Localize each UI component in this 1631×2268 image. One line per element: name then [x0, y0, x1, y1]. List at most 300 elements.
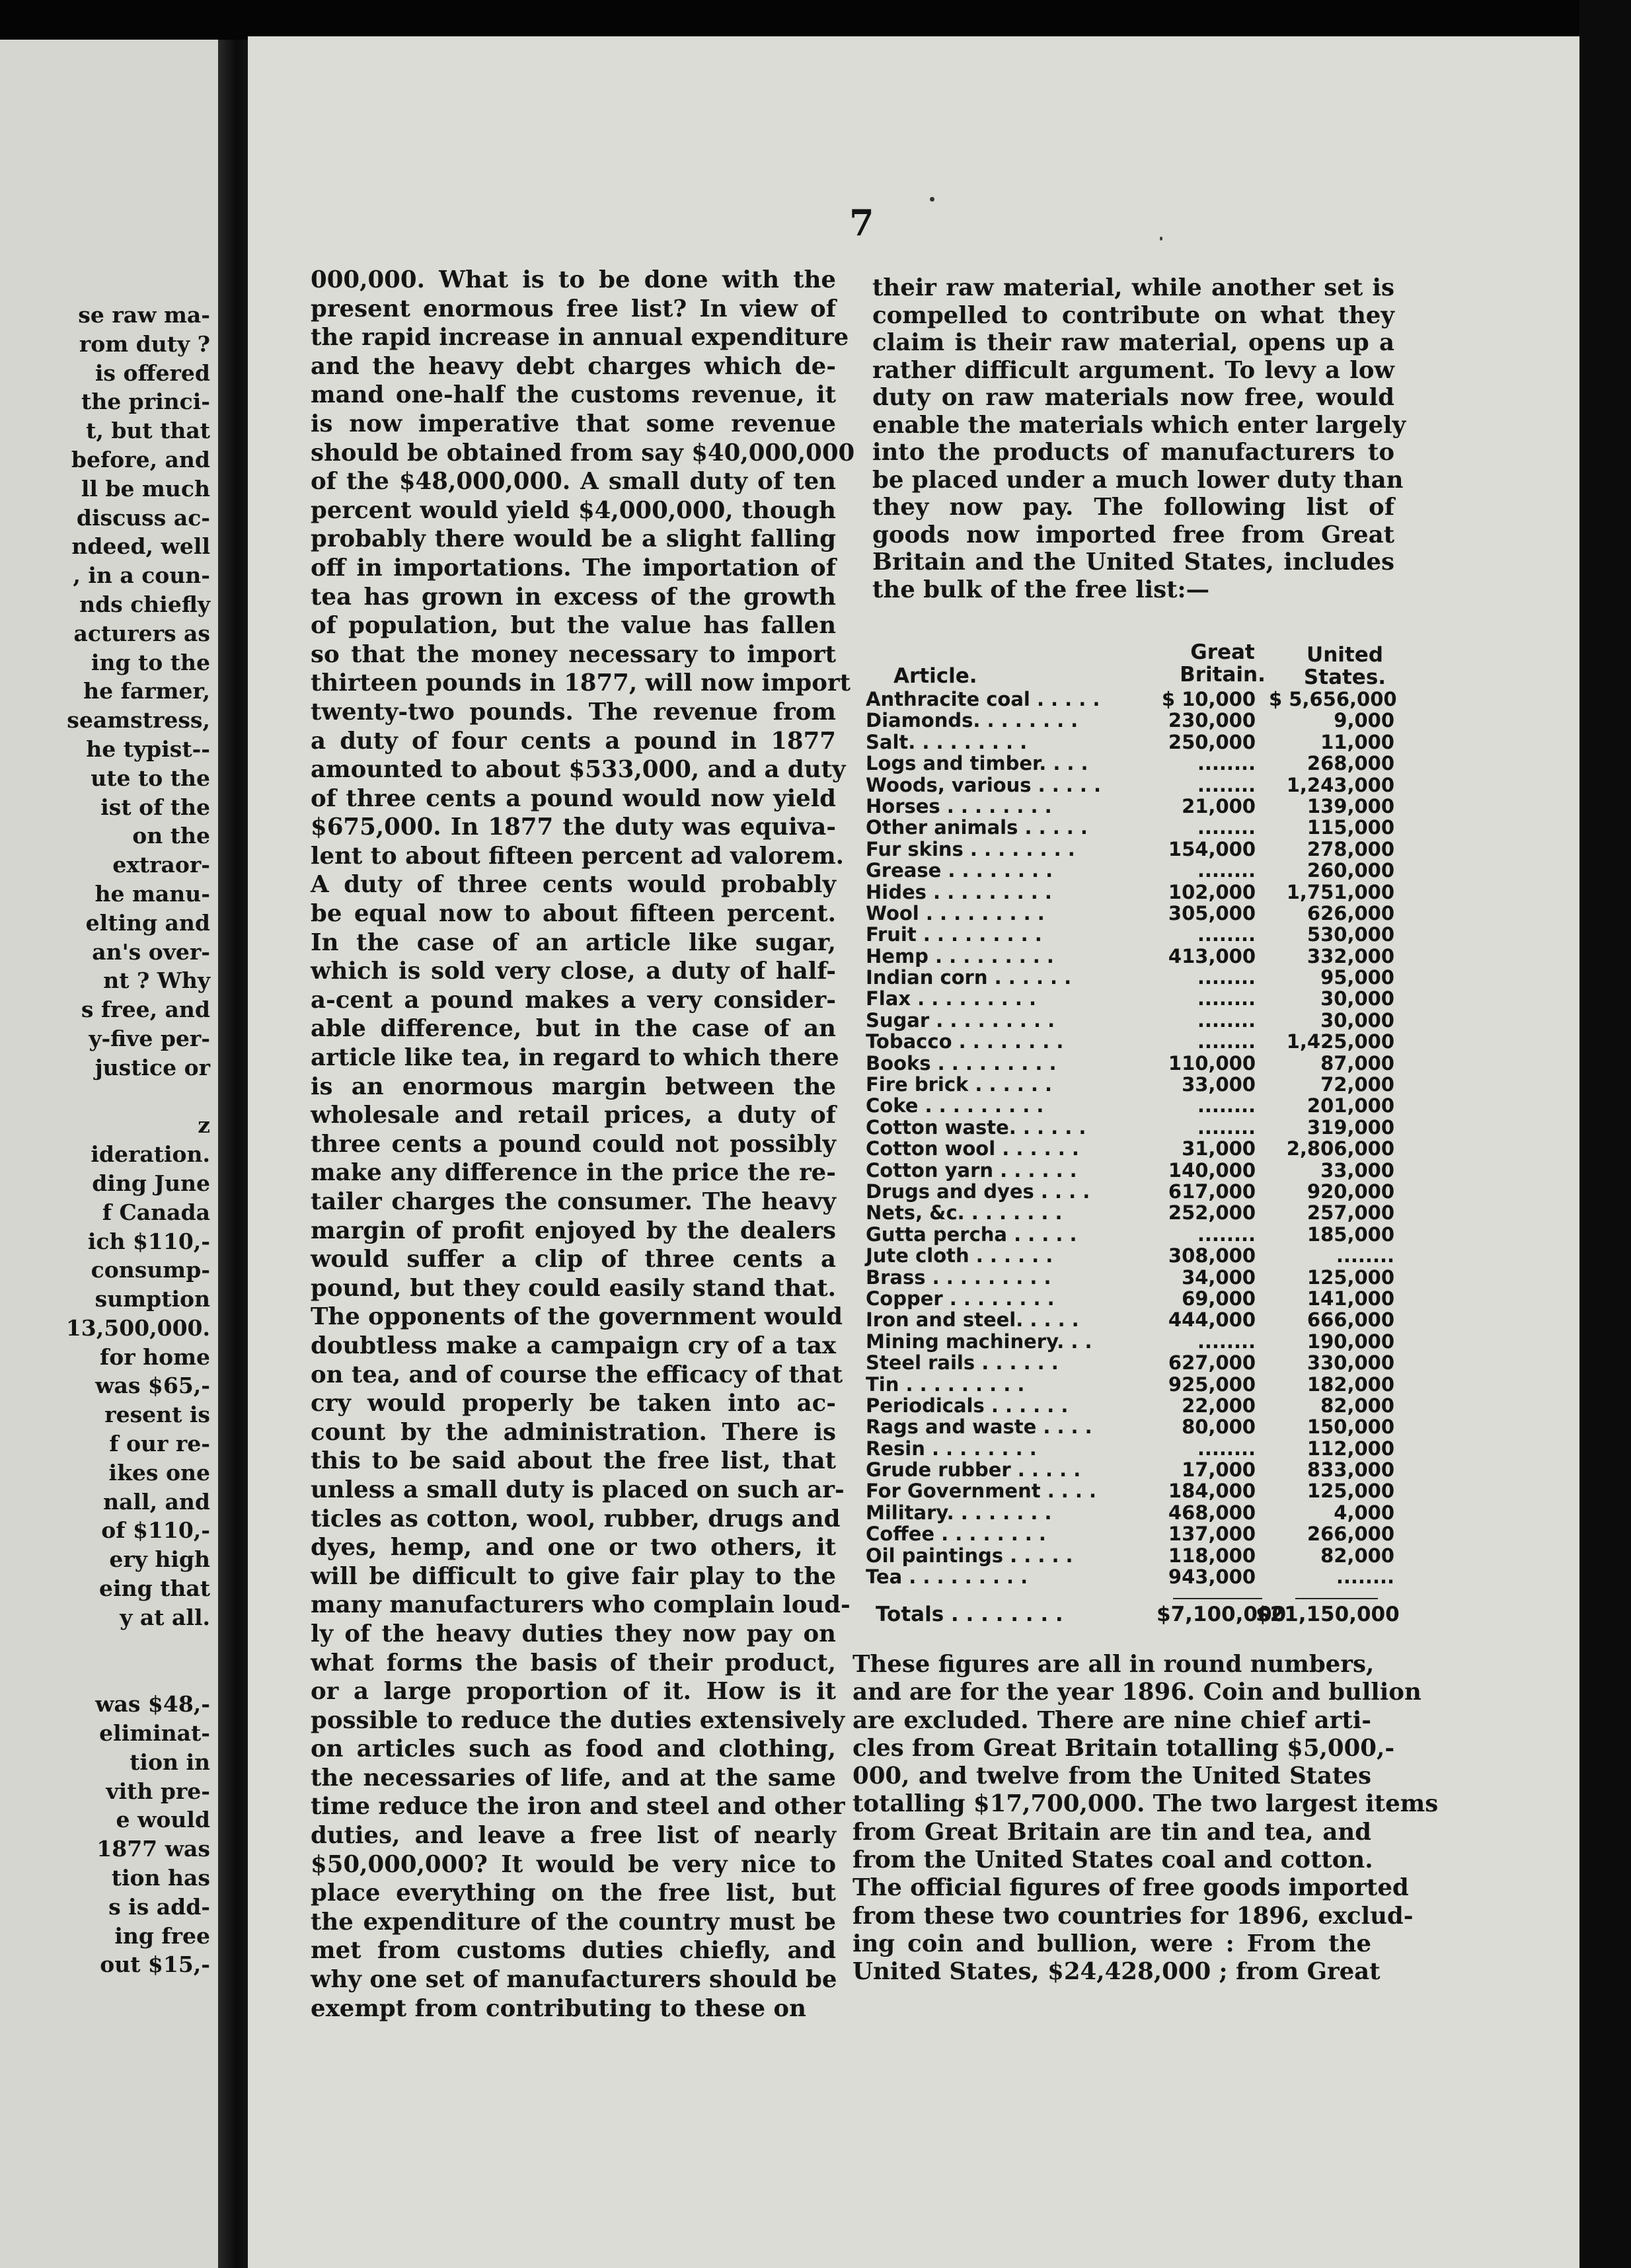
- fragment-line: he manu-: [95, 880, 210, 907]
- text-line: be placed under a much lower duty than: [872, 466, 1404, 494]
- right-text-column-top: [872, 274, 1406, 603]
- fragment-line: tion in: [130, 1749, 210, 1775]
- cell-article: Mining machinery. . .: [866, 1330, 1092, 1353]
- text-line: margin of profit enjoyed by the dealers: [311, 1217, 836, 1244]
- text-line: of population, but the value has fallen: [311, 612, 836, 640]
- fragment-line: he farmer,: [83, 678, 210, 704]
- text-line: count by the administration. There is: [311, 1418, 836, 1446]
- free-list-table: [866, 640, 1397, 1589]
- cell-united-states: 72,000: [1320, 1073, 1394, 1096]
- table-row: [866, 1523, 1394, 1544]
- table-row: [866, 688, 1397, 710]
- text-line: of three cents a pound would now yield: [311, 784, 836, 812]
- cell-united-states: 112,000: [1307, 1437, 1394, 1460]
- cell-article: Anthracite coal . . . . .: [866, 688, 1100, 710]
- cell-great-britain: ........: [1197, 752, 1256, 775]
- text-line: should be obtained from say $40,000,000: [311, 439, 855, 467]
- cell-great-britain: 308,000: [1168, 1244, 1256, 1267]
- fragment-line: s free, and: [81, 997, 210, 1023]
- cell-united-states: 268,000: [1307, 752, 1394, 775]
- text-line: lent to about fifteen percent ad valorem.: [311, 842, 845, 870]
- left-text-column: [311, 266, 855, 2023]
- cell-great-britain: ........: [1197, 1115, 1256, 1139]
- table-row: [866, 753, 1394, 774]
- fragment-line: e would: [116, 1807, 210, 1833]
- fragment-line: seamstress,: [67, 707, 210, 734]
- text-line: into the products of manufacturers to: [872, 439, 1394, 466]
- text-line: on articles such as food and clothing,: [311, 1735, 836, 1763]
- text-line: wholesale and retail prices, a duty of: [311, 1102, 836, 1129]
- table-row: [866, 1031, 1394, 1052]
- table-header: [866, 641, 1394, 689]
- cell-great-britain: 444,000: [1168, 1308, 1256, 1332]
- totals-rule-gb: [1173, 1598, 1262, 1599]
- cell-united-states: 82,000: [1320, 1544, 1394, 1567]
- text-line: from these two countries for 1896, exclud-: [853, 1902, 1414, 1930]
- table-row: [866, 1138, 1394, 1159]
- fragment-line: z: [198, 1112, 210, 1139]
- table-row: [866, 882, 1394, 903]
- text-line: twenty-two pounds. The revenue from: [311, 698, 836, 726]
- table-row: [866, 1267, 1394, 1288]
- text-line: the necessaries of life, and at the same: [311, 1764, 836, 1792]
- cell-article: Other animals . . . . .: [866, 816, 1088, 839]
- text-line: possible to reduce the duties extensively: [311, 1706, 845, 1734]
- fragment-line: ich $110,-: [87, 1228, 210, 1254]
- table-row: [866, 924, 1394, 945]
- cell-united-states: 2,806,000: [1286, 1137, 1394, 1160]
- fragment-line: s is add-: [108, 1893, 210, 1920]
- fragment-line: ing to the: [91, 649, 210, 675]
- fragment-line: 13,500,000.: [65, 1314, 210, 1341]
- text-line: make any difference in the price the re-: [311, 1159, 836, 1187]
- cell-united-states: 141,000: [1307, 1287, 1394, 1310]
- cell-great-britain: 17,000: [1182, 1458, 1256, 1482]
- cell-article: Copper . . . . . . . .: [866, 1287, 1055, 1310]
- cell-great-britain: 305,000: [1168, 901, 1256, 925]
- cell-united-states: 260,000: [1307, 859, 1394, 882]
- cell-article: Resin . . . . . . . .: [866, 1437, 1037, 1460]
- fragment-line: ding June: [92, 1170, 210, 1196]
- text-line: thirteen pounds in 1877, will now import: [311, 669, 851, 697]
- cell-united-states: 266,000: [1307, 1523, 1394, 1546]
- fragment-line: nall, and: [103, 1488, 210, 1515]
- table-row: [866, 1095, 1394, 1116]
- text-line: are excluded. There are nine chief arti-: [853, 1706, 1371, 1734]
- cell-article: Horses . . . . . . . .: [866, 794, 1052, 817]
- cell-united-states: 330,000: [1307, 1351, 1394, 1375]
- cell-great-britain: 943,000: [1168, 1566, 1256, 1589]
- text-line: ly of the heavy duties they now pay on: [311, 1620, 836, 1647]
- table-row: [866, 1331, 1394, 1352]
- text-line: so that the money necessary to import: [311, 640, 836, 668]
- cell-article: Salt. . . . . . . . .: [866, 730, 1028, 753]
- text-line: percent would yield $4,000,000, though: [311, 496, 836, 524]
- fragment-line: eing that: [99, 1575, 210, 1602]
- text-line: from Great Britain are tin and tea, and: [853, 1818, 1371, 1846]
- cell-great-britain: 250,000: [1168, 730, 1256, 753]
- fragment-line: f Canada: [102, 1199, 210, 1225]
- cell-great-britain: 31,000: [1182, 1137, 1256, 1160]
- cell-great-britain: ........: [1197, 859, 1256, 882]
- cell-great-britain: 230,000: [1168, 709, 1256, 732]
- cell-article: Sugar . . . . . . . . .: [866, 1008, 1055, 1032]
- text-line: met from customs duties chiefly, and: [311, 1937, 836, 1965]
- cell-united-states: 95,000: [1320, 966, 1394, 989]
- header-article: Article.: [893, 664, 977, 688]
- cell-article: Tobacco . . . . . . . .: [866, 1030, 1064, 1053]
- text-line: unless a small duty is placed on such ar-: [311, 1476, 845, 1503]
- cell-article: Gutta percha . . . . .: [866, 1223, 1077, 1246]
- cell-article: Military. . . . . . . .: [866, 1501, 1052, 1524]
- text-line: and the heavy debt charges which de-: [311, 352, 836, 380]
- cell-great-britain: $ 10,000: [1161, 688, 1256, 710]
- table-row: [866, 796, 1394, 817]
- table-totals-row: [866, 1603, 1400, 1629]
- table-row: [866, 967, 1394, 988]
- cell-united-states: 87,000: [1320, 1051, 1394, 1075]
- cell-article: Drugs and dyes . . . .: [866, 1180, 1090, 1203]
- cell-united-states: 530,000: [1307, 923, 1394, 946]
- fragment-line: the princi-: [81, 389, 210, 415]
- table-row: [866, 1010, 1394, 1031]
- text-line: cry would properly be taken into ac-: [311, 1390, 836, 1418]
- cell-great-britain: ........: [1197, 923, 1256, 946]
- text-line: will be difficult to give fair play to the: [311, 1562, 836, 1590]
- text-line: amounted to about $533,000, and a duty: [311, 756, 846, 784]
- cell-great-britain: ........: [1197, 1437, 1256, 1460]
- cell-great-britain: 118,000: [1168, 1544, 1256, 1567]
- totals-rule-us: [1295, 1598, 1378, 1599]
- header-gb-line1: Great: [1190, 640, 1255, 664]
- fragment-line: resent is: [104, 1402, 210, 1428]
- table-row: [866, 710, 1394, 731]
- table-row: [866, 1416, 1394, 1437]
- fragment-line: is offered: [95, 359, 210, 386]
- table-row: [866, 1352, 1394, 1373]
- fragment-line: t, but that: [86, 418, 210, 444]
- cell-article: Steel rails . . . . . .: [866, 1351, 1059, 1375]
- table-row: [866, 1566, 1394, 1587]
- text-line: dyes, hemp, and one or two others, it: [311, 1534, 836, 1562]
- fragment-line: y at all.: [120, 1604, 210, 1630]
- table-row: [866, 1288, 1394, 1309]
- cell-article: For Government . . . .: [866, 1480, 1097, 1503]
- cell-great-britain: 617,000: [1168, 1180, 1256, 1203]
- cell-great-britain: 34,000: [1182, 1266, 1256, 1289]
- fragment-line: rom duty ?: [79, 330, 210, 357]
- cell-united-states: 190,000: [1307, 1330, 1394, 1353]
- cell-article: Indian corn . . . . . .: [866, 966, 1072, 989]
- text-line: three cents a pound could not possibly: [311, 1130, 836, 1158]
- cell-great-britain: ........: [1197, 1094, 1256, 1117]
- header-us-line1: United: [1307, 643, 1383, 667]
- fragment-line: sumption: [95, 1286, 210, 1312]
- cell-great-britain: 137,000: [1168, 1523, 1256, 1546]
- text-line: be equal now to about fifteen percent.: [311, 900, 836, 928]
- text-line: many manufacturers who complain loud-: [311, 1591, 851, 1619]
- text-line: doubtless make a campaign cry of a tax: [311, 1332, 836, 1359]
- table-row: [866, 1545, 1394, 1566]
- text-line: cles from Great Britain totalling $5,000,-: [853, 1734, 1395, 1762]
- text-line: 000,000. What is to be done with the: [311, 266, 836, 293]
- cell-great-britain: 80,000: [1182, 1416, 1256, 1439]
- fragment-line: 1877 was: [96, 1836, 210, 1862]
- ink-speck: [1160, 237, 1162, 241]
- cell-article: Rags and waste . . . .: [866, 1416, 1092, 1439]
- scan-right-border: [1579, 0, 1631, 2268]
- cell-united-states: 666,000: [1307, 1308, 1394, 1332]
- text-line: goods now imported free from Great: [872, 521, 1394, 548]
- text-line: their raw material, while another set is: [872, 274, 1394, 301]
- text-line: These figures are all in round numbers,: [853, 1651, 1375, 1678]
- text-line: mand one-half the customs revenue, it: [311, 381, 836, 409]
- table-row: [866, 1224, 1394, 1245]
- text-line: duties, and leave a free list of nearly: [311, 1822, 836, 1850]
- cell-article: Woods, various . . . . .: [866, 773, 1102, 796]
- table-row: [866, 817, 1394, 838]
- cell-article: Diamonds. . . . . . . .: [866, 709, 1079, 732]
- text-line: place everything on the free list, but: [311, 1879, 836, 1907]
- text-line: enable the materials which enter largely: [872, 411, 1406, 439]
- cell-united-states: 1,425,000: [1286, 1030, 1394, 1053]
- cell-article: Oil paintings . . . . .: [866, 1544, 1073, 1567]
- fragment-line: for home: [100, 1343, 210, 1370]
- page-number: 7: [849, 202, 874, 244]
- text-line: $675,000. In 1877 the duty was equiva-: [311, 813, 836, 841]
- cell-great-britain: 627,000: [1168, 1351, 1256, 1375]
- text-line: from the United States coal and cotton.: [853, 1846, 1373, 1874]
- cell-united-states: 278,000: [1307, 837, 1394, 860]
- cell-united-states: 11,000: [1320, 730, 1394, 753]
- cell-great-britain: ........: [1197, 966, 1256, 989]
- cell-article: Hemp . . . . . . . . .: [866, 944, 1054, 967]
- cell-great-britain: 22,000: [1182, 1394, 1256, 1417]
- cell-great-britain: 110,000: [1168, 1051, 1256, 1075]
- text-line: is an enormous margin between the: [311, 1073, 836, 1100]
- fragment-line: discuss ac-: [76, 504, 210, 531]
- table-row: [866, 1053, 1394, 1074]
- table-row: [866, 903, 1394, 924]
- fragment-line: ndeed, well: [71, 533, 210, 560]
- cell-united-states: 115,000: [1307, 816, 1394, 839]
- cell-article: Tea . . . . . . . . .: [866, 1566, 1028, 1589]
- text-line: the bulk of the free list:—: [872, 576, 1210, 603]
- cell-great-britain: 154,000: [1168, 837, 1256, 860]
- text-line: duty on raw materials now free, would: [872, 384, 1394, 411]
- fragment-line: [0, 1632, 210, 1661]
- text-line: present enormous free list? In view of: [311, 295, 836, 322]
- text-line: they now pay. The following list of: [872, 494, 1394, 521]
- text-line: and are for the year 1896. Coin and bullion: [853, 1679, 1422, 1706]
- cell-article: Coke . . . . . . . . .: [866, 1094, 1044, 1117]
- left-page-fragment: [0, 40, 235, 2268]
- fragment-line: ery high: [109, 1546, 210, 1573]
- fragment-line: ideration.: [91, 1141, 210, 1168]
- text-line: exempt from contributing to these on: [311, 1994, 806, 2022]
- fragment-line: was $65,-: [95, 1373, 210, 1399]
- cell-united-states: 332,000: [1307, 944, 1394, 967]
- cell-united-states: 626,000: [1307, 901, 1394, 925]
- fragment-line: he typist--: [86, 736, 210, 762]
- text-line: the rapid increase in annual expenditure: [311, 324, 849, 352]
- fragment-line: justice or: [95, 1054, 210, 1080]
- text-line: on tea, and of course the efficacy of that: [311, 1361, 843, 1388]
- table-row: [866, 860, 1394, 881]
- fragment-line: se raw ma-: [78, 302, 210, 328]
- cell-article: Grease . . . . . . . .: [866, 859, 1053, 882]
- table-row: [866, 1245, 1394, 1266]
- text-line: Britain and the United States, includes: [872, 548, 1394, 576]
- table-row: [866, 1395, 1394, 1416]
- right-text-column-bottom: [853, 1651, 1439, 1986]
- cell-great-britain: 925,000: [1168, 1373, 1256, 1396]
- text-line: the expenditure of the country must be: [311, 1908, 836, 1936]
- cell-great-britain: 413,000: [1168, 944, 1256, 967]
- fragment-line: eliminat-: [99, 1720, 210, 1747]
- cell-united-states: ........: [1336, 1244, 1394, 1267]
- text-line: probably there would be a slight falling: [311, 525, 836, 553]
- cell-article: Flax . . . . . . . . .: [866, 987, 1037, 1010]
- cell-united-states: 4,000: [1334, 1501, 1394, 1524]
- cell-united-states: 139,000: [1307, 794, 1394, 817]
- table-row: [866, 1502, 1394, 1523]
- table-row: [866, 1309, 1394, 1330]
- text-line: article like tea, in regard to which there: [311, 1044, 839, 1072]
- fragment-line: an's over-: [92, 938, 210, 965]
- fragment-line: vith pre-: [106, 1778, 210, 1804]
- cell-article: Brass . . . . . . . . .: [866, 1266, 1051, 1289]
- fragment-line: out $15,-: [100, 1951, 210, 1978]
- text-line: compelled to contribute on what they: [872, 301, 1394, 329]
- cell-great-britain: 184,000: [1168, 1480, 1256, 1503]
- cell-great-britain: 252,000: [1168, 1201, 1256, 1225]
- cell-united-states: 125,000: [1307, 1266, 1394, 1289]
- left-page-text-fragments: [0, 301, 210, 1979]
- fragment-line: nds chiefly: [79, 591, 210, 617]
- text-line: tea has grown in excess of the growth: [311, 583, 836, 611]
- cell-great-britain: 69,000: [1182, 1287, 1256, 1310]
- fragment-line: nt ? Why: [103, 967, 210, 994]
- fragment-line: was $48,-: [95, 1691, 210, 1718]
- cell-article: Cotton waste. . . . . .: [866, 1115, 1086, 1139]
- table-row: [866, 839, 1394, 860]
- cell-article: Fruit . . . . . . . . .: [866, 923, 1042, 946]
- cell-article: Grude rubber . . . . .: [866, 1458, 1081, 1482]
- table-row: [866, 1480, 1394, 1501]
- cell-article: Cotton wool . . . . . .: [866, 1137, 1079, 1160]
- text-line: a-cent a pound makes a very consider-: [311, 986, 836, 1014]
- fragment-line: ist of the: [100, 794, 210, 820]
- cell-united-states: 833,000: [1307, 1458, 1394, 1482]
- fragment-line: ute to the: [91, 765, 210, 791]
- cell-article: Wool . . . . . . . . .: [866, 901, 1045, 925]
- fragment-line: ing free: [114, 1922, 210, 1949]
- fragment-line: elting and: [85, 909, 210, 936]
- cell-united-states: 33,000: [1320, 1158, 1394, 1182]
- cell-article: Cotton yarn . . . . . .: [866, 1158, 1077, 1182]
- text-line: of the $48,000,000. A small duty of ten: [311, 468, 836, 496]
- text-line: which is sold very close, a duty of half-: [311, 958, 836, 985]
- cell-united-states: 30,000: [1320, 1008, 1394, 1032]
- table-row: [866, 1117, 1394, 1138]
- fragment-line: , in a coun-: [73, 562, 210, 589]
- text-line: In the case of an article like sugar,: [311, 928, 836, 956]
- cell-great-britain: ........: [1197, 773, 1256, 796]
- fragment-line: acturers as: [73, 620, 210, 646]
- cell-article: Periodicals . . . . . .: [866, 1394, 1069, 1417]
- cell-great-britain: 140,000: [1168, 1158, 1256, 1182]
- cell-great-britain: ........: [1197, 1330, 1256, 1353]
- table-row: [866, 1181, 1394, 1202]
- cell-article: Iron and steel. . . . .: [866, 1308, 1079, 1332]
- cell-united-states: 150,000: [1307, 1416, 1394, 1439]
- text-line: is now imperative that some revenue: [311, 410, 836, 437]
- cell-article: Logs and timber. . . .: [866, 752, 1088, 775]
- cell-article: Jute cloth . . . . . .: [866, 1244, 1053, 1267]
- header-us-line2: States.: [1303, 665, 1386, 689]
- totals-us: $21,150,000: [1256, 1603, 1400, 1626]
- cell-great-britain: ........: [1197, 816, 1256, 839]
- text-line: A duty of three cents would probably: [311, 871, 836, 899]
- table-row: [866, 1160, 1394, 1181]
- cell-united-states: 1,751,000: [1286, 880, 1394, 903]
- cell-great-britain: ........: [1197, 987, 1256, 1010]
- cell-article: Fire brick . . . . . .: [866, 1073, 1052, 1096]
- cell-article: Fur skins . . . . . . . .: [866, 837, 1075, 860]
- fragment-line: tion has: [111, 1865, 210, 1891]
- cell-united-states: 201,000: [1307, 1094, 1394, 1117]
- text-line: totalling $17,700,000. The two largest items: [853, 1790, 1439, 1818]
- text-line: claim is their raw material, opens up a: [872, 329, 1394, 356]
- cell-united-states: 920,000: [1307, 1180, 1394, 1203]
- table-row: [866, 1459, 1394, 1480]
- text-line: would suffer a clip of three cents a: [311, 1246, 836, 1273]
- cell-united-states: 30,000: [1320, 987, 1394, 1010]
- text-line: $50,000,000? It would be very nice to: [311, 1850, 836, 1878]
- fragment-line: ikes one: [108, 1459, 210, 1486]
- fragment-line: ll be much: [81, 475, 210, 502]
- fragment-line: [0, 1082, 210, 1112]
- text-line: why one set of manufacturers should be: [311, 1966, 837, 1994]
- totals-label: Totals . . . . . . . .: [876, 1603, 1063, 1626]
- text-line: able difference, but in the case of an: [311, 1015, 836, 1043]
- table-row: [866, 775, 1394, 796]
- cell-united-states: 182,000: [1307, 1373, 1394, 1396]
- text-line: time reduce the iron and steel and other: [311, 1793, 845, 1821]
- cell-great-britain: ........: [1197, 1223, 1256, 1246]
- fragment-line: extraor-: [112, 852, 210, 878]
- cell-united-states: 1,243,000: [1286, 773, 1394, 796]
- table-row: [866, 1202, 1394, 1223]
- cell-united-states: 257,000: [1307, 1201, 1394, 1225]
- cell-united-states: 82,000: [1320, 1394, 1394, 1417]
- text-line: The official figures of free goods imported: [853, 1874, 1409, 1902]
- text-line: ing coin and bullion, were : From the: [853, 1930, 1371, 1957]
- text-line: rather difficult argument. To levy a low: [872, 356, 1394, 384]
- header-gb-line2: Britain.: [1180, 663, 1266, 687]
- cell-united-states: ........: [1336, 1566, 1394, 1589]
- text-line: this to be said about the free list, that: [311, 1447, 836, 1475]
- fragment-line: y-five per-: [89, 1025, 210, 1051]
- table-row: [866, 1438, 1394, 1459]
- cell-united-states: 125,000: [1307, 1480, 1394, 1503]
- table-row: [866, 1374, 1394, 1395]
- cell-great-britain: 102,000: [1168, 880, 1256, 903]
- cell-article: Coffee . . . . . . . .: [866, 1523, 1046, 1546]
- fragment-line: f our re-: [109, 1431, 210, 1457]
- table-row: [866, 946, 1394, 967]
